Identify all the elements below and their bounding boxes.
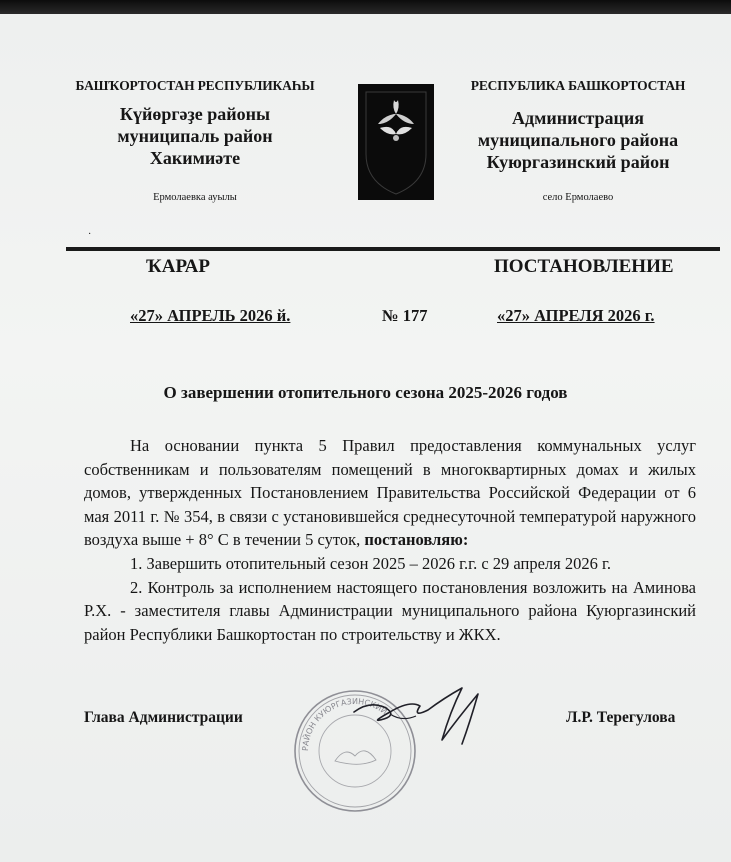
header-left-line2: муниципаль район	[117, 126, 273, 146]
body-item-1: 1. Завершить отопительный сезон 2025 – 2026 г.г. с 29 апреля 2026 г.	[130, 553, 612, 573]
document-title: О завершении отопительного сезона 2025-2026 годов	[163, 383, 568, 402]
stamp-text: РАЙОН КУЮРГАЗИНСКИЙ	[300, 696, 389, 752]
signatory-name: Л.Р. Терегулова	[566, 709, 676, 726]
body-decree-word: постановляю:	[364, 530, 469, 550]
header-right-line1: Администрация	[511, 108, 645, 128]
header-right-line3: Куюргазинский район	[486, 152, 670, 172]
document-body	[84, 434, 696, 646]
handwritten-signature-icon	[350, 682, 510, 762]
header-right-locality: село Ермолаево	[542, 192, 614, 203]
date-russian: «27» АПРЕЛЯ 2026 г.	[497, 306, 655, 325]
document-page	[0, 14, 731, 862]
body-intro-paragraph	[84, 434, 696, 552]
header-left-country: БАШҠОРТОСТАН РЕСПУБЛИКАҺЫ	[75, 78, 315, 93]
header-right-country: РЕСПУБЛИКА БАШКОРТОСТАН	[470, 78, 686, 93]
body-item-2: 2. Контроль за исполнением настоящего постановления возложить на Аминова Р.Х. - заместителя главы Администрации муниципального района Куюргазинский район Республики Башкортостан по строительству и ЖКХ.	[84, 577, 696, 644]
document-number: № 177	[382, 306, 428, 325]
header-right-line2: муниципального района	[477, 130, 679, 150]
header-divider	[66, 247, 720, 251]
header-left-line3: Хакимиәте	[149, 148, 241, 168]
date-bashkir: «27» АПРЕЛЬ 2026 й.	[130, 306, 291, 325]
doc-type-russian: ПОСТАНОВЛЕНИЕ	[494, 256, 674, 277]
monitor-bezel	[0, 0, 731, 14]
doc-type-bashkir: ҠАРАР	[146, 256, 210, 277]
header-left-line1: Күйөргәҙе районы	[119, 104, 271, 124]
body-intro-text: На основании пункта 5 Правил предоставления коммунальных услуг собственникам и пользователям помещений в многоквартирных домах и жилых домов, утвержденных Постановлением Правительства Российской Федерации от 6 мая 2011 г. № 354, в связи с установившейся среднесуточной температурой наружного воздуха выше + 8° С в течении 5 суток,	[84, 436, 696, 550]
signatory-position: Глава Администрации	[84, 709, 243, 726]
ink-speck: ·	[88, 229, 92, 240]
coat-of-arms-icon	[358, 84, 434, 200]
header-left-locality: Ермолаевка ауылы	[153, 192, 237, 203]
